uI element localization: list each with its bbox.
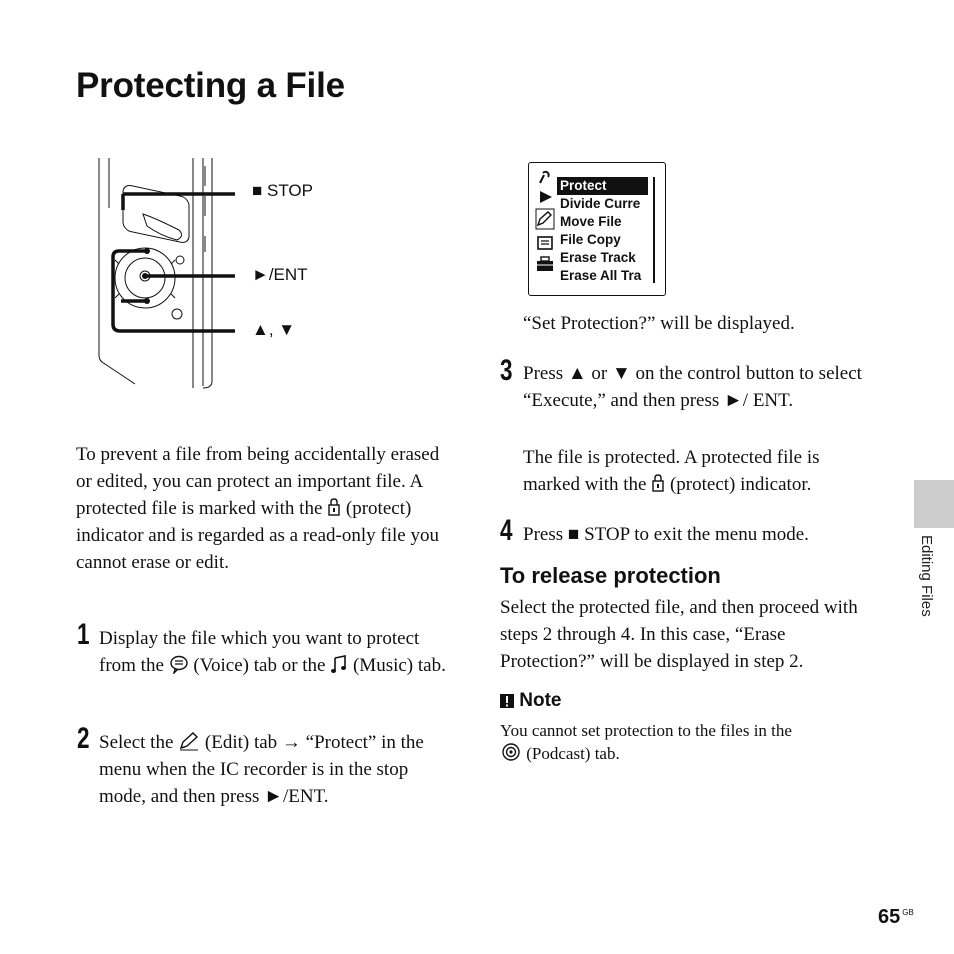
note-text (500, 719, 870, 765)
ent-label: ►/ENT (252, 265, 308, 284)
stop-label: ■ STOP (252, 181, 313, 200)
side-tab-label (909, 535, 937, 640)
lcd-menu-item-copy[interactable]: File Copy (560, 232, 621, 247)
step-3-number: 3 (500, 354, 513, 387)
step-1-text-a: Display the file which you want to protect from the (99, 628, 420, 676)
intro-text-2: (protect) indicator and is regarded as a read-only file you cannot erase or edit. (76, 498, 439, 573)
step-4-number: 4 (500, 514, 513, 547)
lcd-menu-item-protect[interactable]: Protect (557, 177, 648, 195)
lcd-scrollbar[interactable] (653, 177, 655, 283)
step-3-result (523, 444, 873, 498)
intro-paragraph (76, 441, 446, 576)
side-tab-text: Editing Files (918, 535, 935, 617)
page-number-suffix: GB (902, 908, 914, 917)
set-protection-message: “Set Protection?” will be displayed. (523, 313, 795, 334)
lcd-menu-item-erase-all[interactable]: Erase All Tra (560, 268, 642, 283)
release-text: Select the protected file, and then proceed with steps 2 through 4. In this case, “Erase Protection?” will be displayed in step 2. (500, 597, 858, 672)
side-tab-marker (914, 480, 954, 528)
lcd-tab-icons (534, 169, 556, 283)
page-number (878, 906, 914, 929)
step-3-result-a: The file is protected. A protected file is marked with the (523, 447, 820, 495)
step-2-number: 2 (77, 722, 90, 755)
step-2-text (99, 729, 454, 810)
note-title: Note (519, 690, 562, 711)
lcd-menu-item-divide[interactable]: Divide Curre (560, 196, 641, 211)
step-4-text: Press ■ STOP to exit the menu mode. (523, 524, 809, 545)
page-title: Protecting a File (76, 66, 345, 105)
lcd-menu-item-move[interactable]: Move File (560, 214, 622, 229)
edit-icon (178, 731, 200, 751)
updown-label: ▲, ▼ (252, 320, 296, 339)
podcast-icon (500, 742, 522, 762)
protect-icon (327, 497, 341, 517)
lcd-menu-list (557, 177, 648, 285)
step-2-text-b: (Edit) tab → “Protect” in the menu when the IC recorder is in the stop mode, and then press ►/ENT. (99, 732, 424, 807)
lcd-menu-screen (528, 162, 666, 296)
step-1-text-c: (Music) tab. (352, 655, 446, 676)
step-1-text-b: (Voice) tab or the (193, 655, 326, 676)
release-heading: To release protection (500, 563, 721, 588)
note-text-b: (Podcast) tab. (526, 744, 620, 763)
voice-icon (169, 654, 189, 674)
protect-icon (651, 473, 665, 493)
step-3-result-b: (protect) indicator. (669, 474, 812, 495)
note-icon (500, 693, 514, 709)
page-number-value: 65 (878, 906, 901, 928)
music-icon (330, 654, 348, 674)
lcd-menu-item-erase-track[interactable]: Erase Track (560, 250, 636, 265)
note-text-a: You cannot set protection to the files in the (500, 721, 792, 740)
step-1-number: 1 (77, 618, 90, 651)
step-2-text-a: Select the (99, 732, 174, 753)
recorder-illustration (95, 156, 235, 391)
step-3-text: Press ▲ or ▼ on the control button to select “Execute,” and then press ►/ ENT. (523, 363, 862, 411)
step-1-text (99, 625, 449, 679)
note-heading (500, 690, 562, 712)
intro-text: To prevent a file from being accidentally erased or edited, you can protect an important file. A protected file is marked with the (76, 444, 440, 519)
